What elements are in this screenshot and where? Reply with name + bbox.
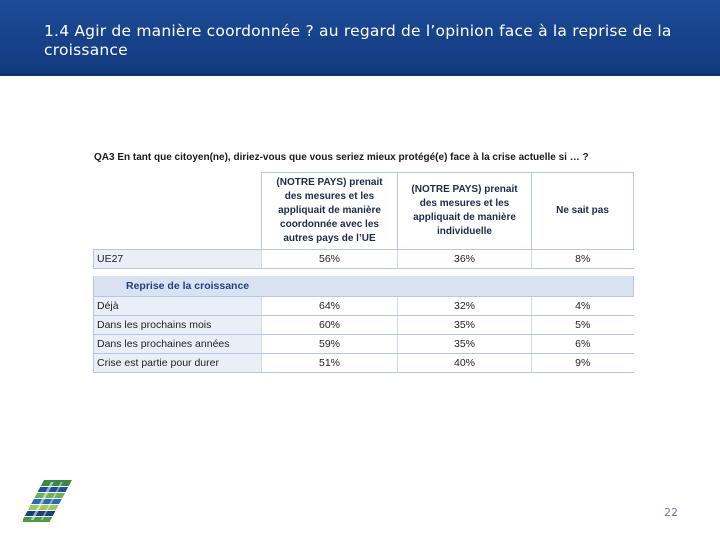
row-label: Crise est partie pour durer [94,354,262,373]
cell-value: 40% [398,354,532,373]
row-label: Dans les prochains mois [94,316,262,335]
cell-value: 9% [532,354,634,373]
row-label: Déjà [94,297,262,316]
table-row-total [94,250,634,269]
section-row [94,276,634,297]
eurobarometer-logo-icon [23,478,73,524]
table-spacer [94,269,634,277]
table-row [94,354,634,373]
table-header-row [94,173,634,250]
cell-value: 32% [398,297,532,316]
table-row [94,297,634,316]
column-header-coordinated: (NOTRE PAYS) prenait des mesures et les appliquait de manière coordonnée avec les autres pays de l’UE [262,173,398,250]
cell-value: 35% [398,335,532,354]
header-blank-cell [94,173,262,250]
table-row [94,335,634,354]
table-row [94,316,634,335]
cell-value: 6% [532,335,634,354]
cell-value: 35% [398,316,532,335]
results-table [93,172,634,373]
cell-value: 56% [262,250,398,269]
cell-value: 51% [262,354,398,373]
section-label: Reprise de la croissance [94,276,634,297]
header-bar [0,0,720,76]
spacer-cell [94,269,634,277]
column-header-dont-know: Ne sait pas [532,173,634,250]
cell-value: 8% [532,250,634,269]
cell-value: 59% [262,335,398,354]
cell-value: 64% [262,297,398,316]
row-label: Dans les prochaines années [94,335,262,354]
question-text: QA3 En tant que citoyen(ne), diriez-vous que vous seriez mieux protégé(e) face à la crise actuelle si … ? [94,152,589,163]
column-header-individual: (NOTRE PAYS) prenait des mesures et les appliquait de manière individuelle [398,173,532,250]
cell-value: 60% [262,316,398,335]
cell-value: 36% [398,250,532,269]
slide-title: 1.4 Agir de manière coordonnée ? au regard de l’opinion face à la reprise de la croissance [44,22,672,59]
row-label: UE27 [94,250,262,269]
cell-value: 5% [532,316,634,335]
cell-value: 4% [532,297,634,316]
page-number: 22 [664,506,678,519]
